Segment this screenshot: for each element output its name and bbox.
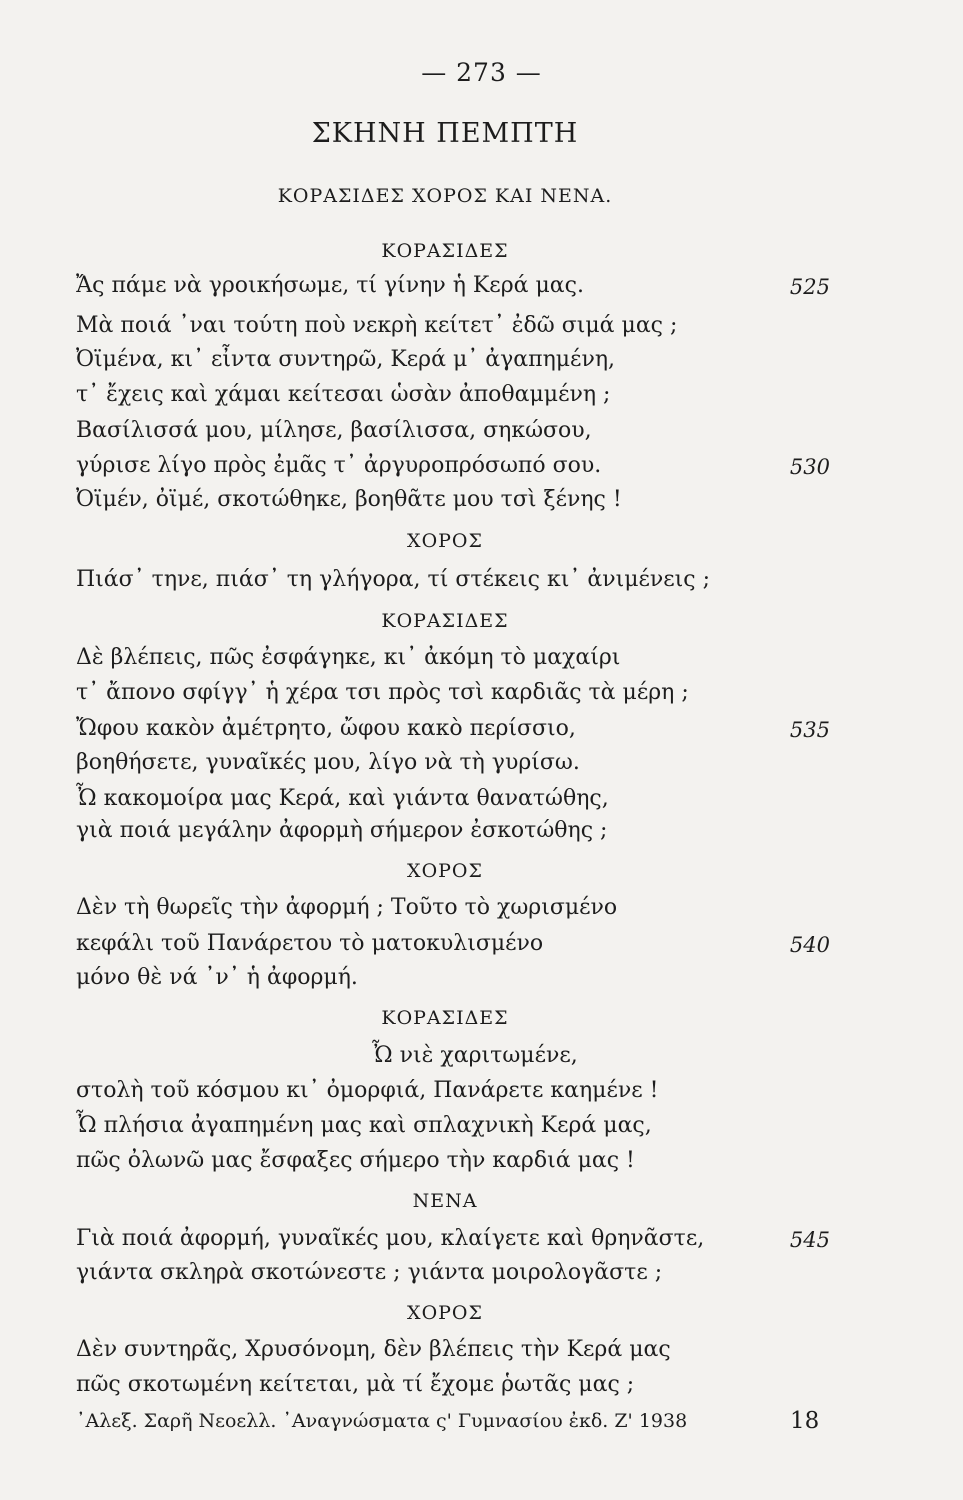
verse-line: Δὲ βλέπεις, πῶς ἐσφάγηκε, κι᾿ ἀκόμη τὸ μαχαίρι: [76, 645, 621, 670]
line-number: 535: [789, 718, 830, 742]
verse-line: γιὰ ποιά μεγάλην ἀφορμὴ σήμερον ἐσκοτώθης ;: [76, 818, 608, 843]
verse-line: Ὦ νιὲ χαριτωμένε,: [372, 1043, 578, 1068]
speaker-label: ΝΕΝΑ: [412, 1190, 478, 1212]
verse-line: Ὀϊμένα, κι᾿ εἶντα συντηρῶ, Κερά μ᾿ ἀγαπημένη,: [76, 347, 615, 372]
verse-line: Ὤφου κακὸν ἀμέτρητο, ὤφου κακὸ περίσσιο,: [76, 716, 576, 741]
verse-line: Γιὰ ποιά ἀφορμή, γυναῖκές μου, κλαίγετε καὶ θρηνᾶστε,: [76, 1226, 705, 1251]
verse-line: Μὰ ποιά ᾿ναι τούτη ποὺ νεκρὴ κείτετ᾿ ἐδῶ σιμά μας ;: [76, 313, 678, 338]
verse-line: Δὲν συντηρᾶς, Χρυσόνομη, δὲν βλέπεις τὴν Κερά μας: [76, 1337, 671, 1362]
verse-line: γύρισε λίγο πρὸς ἐμᾶς τ᾿ ἀργυροπρόσωπό σου.: [76, 453, 602, 478]
signature-mark: 18: [790, 1408, 820, 1434]
verse-line: τ᾿ ἄπονο σφίγγ᾿ ἡ χέρα τσι πρὸς τσὶ καρδιᾶς τὰ μέρη ;: [76, 680, 689, 705]
speaker-label: ΧΟΡΟΣ: [407, 860, 483, 882]
verse-line: Ὦ κακομοίρα μας Κερά, καὶ γιάντα θανατώθης,: [76, 786, 609, 811]
speaker-label: ΚΟΡΑΣΙΔΕΣ: [381, 240, 509, 262]
scene-title: ΣΚΗΝΗ ΠΕΜΠΤΗ: [311, 118, 579, 149]
speaker-label: ΧΟΡΟΣ: [407, 1302, 483, 1324]
line-number: 525: [789, 275, 830, 299]
verse-line: Ὦ πλήσια ἀγαπημένη μας καὶ σπλαχνικὴ Κερά μας,: [76, 1113, 652, 1138]
verse-line: μόνο θὲ νά ᾿ν᾿ ἡ ἀφορμή.: [76, 965, 358, 990]
verse-line: πῶς σκοτωμένη κείτεται, μὰ τί ἔχομε ῥωτᾶς μας ;: [76, 1372, 635, 1397]
verse-line: βοηθήσετε, γυναῖκές μου, λίγο νὰ τὴ γυρίσω.: [76, 750, 580, 775]
speaker-label: ΧΟΡΟΣ: [407, 530, 483, 552]
verse-line: πῶς ὀλωνῶ μας ἔσφαξες σήμερο τὴν καρδιά μας !: [76, 1148, 635, 1173]
verse-line: κεφάλι τοῦ Πανάρετου τὸ ματοκυλισμένο: [76, 931, 544, 956]
footer-citation: ᾿Αλεξ. Σαρῆ Νεοελλ. ᾿Αναγνώσματα ς' Γυμνασίου ἐκδ. Ζ' 1938: [76, 1410, 688, 1432]
cast-list: ΚΟΡΑΣΙΔΕΣ ΧΟΡΟΣ ΚΑΙ ΝΕΝΑ.: [277, 185, 613, 207]
verse-line: Βασίλισσά μου, μίλησε, βασίλισσα, σηκώσου,: [76, 418, 592, 443]
verse-line: Πιάσ᾿ τηνε, πιάσ᾿ τη γλήγορα, τί στέκεις κι᾿ ἀνιμένεις ;: [76, 567, 711, 592]
verse-line: στολὴ τοῦ κόσμου κι᾿ ὀμορφιά, Πανάρετε καημένε !: [76, 1078, 659, 1103]
verse-line: Δὲν τὴ θωρεῖς τὴν ἀφορμή ; Τοῦτο τὸ χωρισμένο: [76, 895, 618, 920]
verse-line: γιάντα σκληρὰ σκοτώνεστε ; γιάντα μοιρολογᾶστε ;: [76, 1260, 663, 1285]
line-number: 545: [789, 1228, 830, 1252]
verse-line: Ἄς πάμε νὰ γροικήσωμε, τί γίνην ἡ Κερά μας.: [76, 273, 584, 298]
page-number: — 273 —: [421, 58, 542, 87]
line-number: 540: [789, 933, 830, 957]
verse-line: Ὀϊμέν, ὀϊμέ, σκοτώθηκε, βοηθᾶτε μου τσὶ ξένης !: [76, 487, 622, 512]
speaker-label: ΚΟΡΑΣΙΔΕΣ: [381, 610, 509, 632]
line-number: 530: [789, 455, 830, 479]
verse-line: τ᾿ ἔχεις καὶ χάμαι κείτεσαι ὡσὰν ἀποθαμμένη ;: [76, 382, 611, 407]
speaker-label: ΚΟΡΑΣΙΔΕΣ: [381, 1007, 509, 1029]
